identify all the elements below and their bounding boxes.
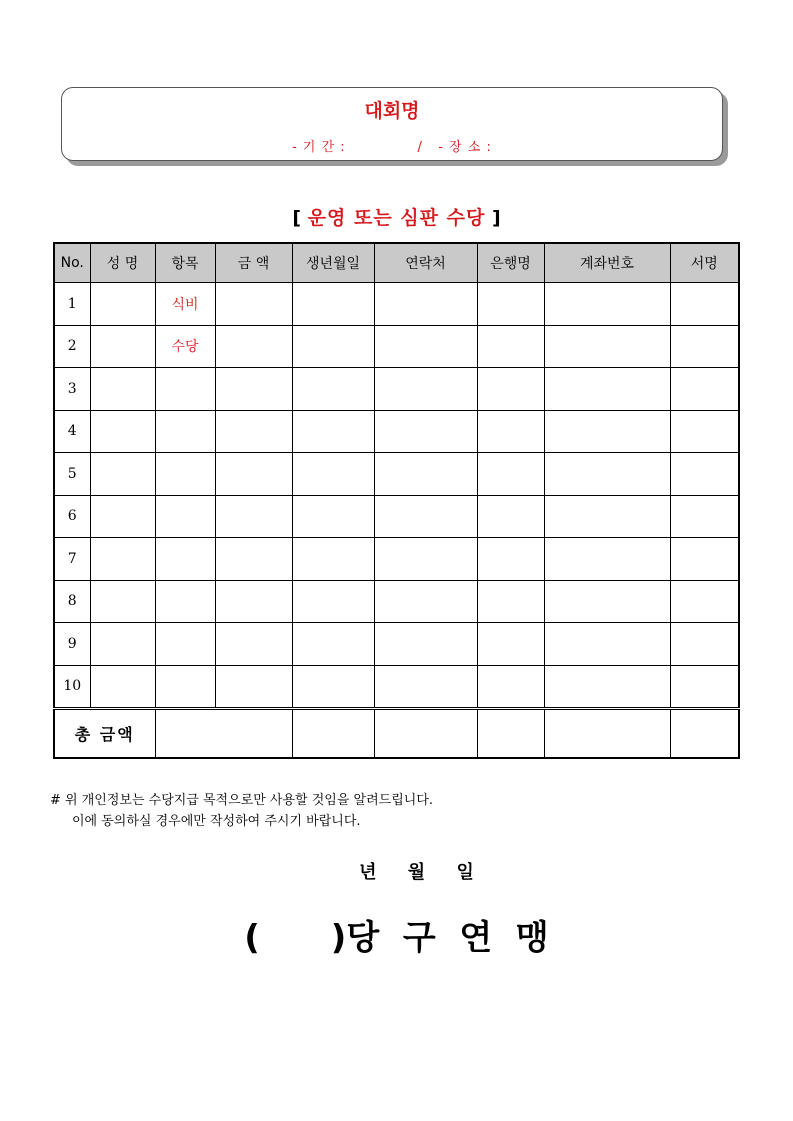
cell-signature[interactable] — [670, 410, 739, 453]
cell-bank[interactable] — [477, 580, 544, 623]
section-title — [0, 203, 793, 230]
cell-amount[interactable] — [215, 623, 292, 666]
cell-account[interactable] — [544, 665, 670, 709]
cell-name[interactable] — [90, 368, 155, 411]
cell-amount[interactable] — [215, 495, 292, 538]
cell-contact[interactable] — [374, 665, 477, 709]
total-empty-cell — [670, 709, 739, 759]
cell-account[interactable] — [544, 453, 670, 496]
cell-bank[interactable] — [477, 453, 544, 496]
cell-name[interactable] — [90, 283, 155, 326]
cell-birthdate[interactable] — [292, 453, 374, 496]
cell-no: 2 — [54, 325, 90, 368]
col-header-bank: 은행명 — [477, 243, 544, 283]
cell-contact[interactable] — [374, 368, 477, 411]
cell-category[interactable]: 식비 — [155, 283, 215, 326]
bracket-open: [ — [292, 207, 308, 229]
cell-contact[interactable] — [374, 580, 477, 623]
cell-bank[interactable] — [477, 665, 544, 709]
cell-name[interactable] — [90, 623, 155, 666]
event-title: 대회명 — [364, 100, 420, 122]
cell-amount[interactable] — [215, 325, 292, 368]
cell-account[interactable] — [544, 495, 670, 538]
cell-birthdate[interactable] — [292, 623, 374, 666]
table-row — [54, 325, 739, 368]
cell-contact[interactable] — [374, 410, 477, 453]
cell-contact[interactable] — [374, 325, 477, 368]
table-row — [54, 665, 739, 709]
table-body — [54, 283, 739, 759]
privacy-notice — [50, 790, 433, 832]
col-header-name: 성 명 — [90, 243, 155, 283]
cell-no: 9 — [54, 623, 90, 666]
total-amount-cell[interactable] — [155, 709, 292, 759]
cell-birthdate[interactable] — [292, 495, 374, 538]
cell-birthdate[interactable] — [292, 410, 374, 453]
cell-bank[interactable] — [477, 623, 544, 666]
cell-contact[interactable] — [374, 623, 477, 666]
cell-category[interactable] — [155, 538, 215, 581]
allowance-table — [53, 242, 740, 759]
event-period-venue: - 기 간 : / - 장 소 : — [292, 140, 492, 155]
cell-birthdate[interactable] — [292, 325, 374, 368]
table-header-row — [54, 243, 739, 283]
cell-name[interactable] — [90, 665, 155, 709]
cell-no: 5 — [54, 453, 90, 496]
bracket-close: ] — [485, 207, 501, 229]
cell-category[interactable] — [155, 623, 215, 666]
total-empty-cell — [374, 709, 477, 759]
col-header-birthdate: 생년월일 — [292, 243, 374, 283]
cell-bank[interactable] — [477, 538, 544, 581]
cell-contact[interactable] — [374, 283, 477, 326]
cell-birthdate[interactable] — [292, 368, 374, 411]
col-header-account: 계좌번호 — [544, 243, 670, 283]
table-row — [54, 580, 739, 623]
cell-signature[interactable] — [670, 665, 739, 709]
privacy-notice-line2: 이에 동의하실 경우에만 작성하여 주시기 바랍니다. — [72, 814, 361, 829]
cell-category[interactable]: 수당 — [155, 325, 215, 368]
cell-birthdate[interactable] — [292, 283, 374, 326]
cell-amount[interactable] — [215, 368, 292, 411]
col-header-amount: 금 액 — [215, 243, 292, 283]
cell-bank[interactable] — [477, 283, 544, 326]
cell-no: 8 — [54, 580, 90, 623]
cell-signature[interactable] — [670, 368, 739, 411]
cell-account[interactable] — [544, 580, 670, 623]
cell-account[interactable] — [544, 410, 670, 453]
cell-signature[interactable] — [670, 453, 739, 496]
cell-category[interactable] — [155, 495, 215, 538]
col-header-no: No. — [54, 243, 90, 283]
privacy-notice-line1: # 위 개인정보는 수당지급 목적으로만 사용할 것임을 알려드립니다. — [50, 793, 434, 808]
event-info-box — [61, 87, 723, 161]
cell-no: 6 — [54, 495, 90, 538]
cell-birthdate[interactable] — [292, 580, 374, 623]
cell-name[interactable] — [90, 453, 155, 496]
cell-amount[interactable] — [215, 580, 292, 623]
cell-no: 3 — [54, 368, 90, 411]
cell-account[interactable] — [544, 283, 670, 326]
cell-amount[interactable] — [215, 538, 292, 581]
cell-amount[interactable] — [215, 665, 292, 709]
cell-amount[interactable] — [215, 410, 292, 453]
total-empty-cell — [292, 709, 374, 759]
cell-name[interactable] — [90, 538, 155, 581]
cell-contact[interactable] — [374, 495, 477, 538]
cell-bank[interactable] — [477, 368, 544, 411]
table-row — [54, 453, 739, 496]
col-header-category: 항목 — [155, 243, 215, 283]
cell-account[interactable] — [544, 325, 670, 368]
cell-category[interactable] — [155, 580, 215, 623]
col-header-contact: 연락처 — [374, 243, 477, 283]
table-row — [54, 538, 739, 581]
cell-birthdate[interactable] — [292, 665, 374, 709]
cell-name[interactable] — [90, 410, 155, 453]
table-row — [54, 283, 739, 326]
organization-name: ( )당 구 연 맹 — [244, 918, 549, 958]
total-label: 총 금액 — [54, 709, 155, 759]
cell-amount[interactable] — [215, 453, 292, 496]
cell-signature[interactable] — [670, 580, 739, 623]
cell-contact[interactable] — [374, 453, 477, 496]
cell-no: 1 — [54, 283, 90, 326]
table-row — [54, 623, 739, 666]
cell-account[interactable] — [544, 368, 670, 411]
cell-category[interactable] — [155, 368, 215, 411]
cell-no: 4 — [54, 410, 90, 453]
cell-no: 7 — [54, 538, 90, 581]
cell-no: 10 — [54, 665, 90, 709]
cell-birthdate[interactable] — [292, 538, 374, 581]
table-row — [54, 410, 739, 453]
cell-signature[interactable] — [670, 495, 739, 538]
date-line: 년 월 일 — [359, 862, 474, 883]
cell-contact[interactable] — [374, 538, 477, 581]
total-empty-cell — [544, 709, 670, 759]
cell-signature[interactable] — [670, 623, 739, 666]
section-title-text: 운영 또는 심판 수당 — [307, 207, 486, 229]
cell-name[interactable] — [90, 325, 155, 368]
cell-account[interactable] — [544, 538, 670, 581]
cell-account[interactable] — [544, 623, 670, 666]
cell-bank[interactable] — [477, 325, 544, 368]
cell-signature[interactable] — [670, 283, 739, 326]
cell-bank[interactable] — [477, 495, 544, 538]
cell-name[interactable] — [90, 495, 155, 538]
total-empty-cell — [477, 709, 544, 759]
cell-category[interactable] — [155, 410, 215, 453]
cell-name[interactable] — [90, 580, 155, 623]
cell-category[interactable] — [155, 665, 215, 709]
table-row — [54, 495, 739, 538]
cell-signature[interactable] — [670, 325, 739, 368]
col-header-signature: 서명 — [670, 243, 739, 283]
table-row — [54, 368, 739, 411]
cell-bank[interactable] — [477, 410, 544, 453]
total-row — [54, 709, 739, 759]
cell-signature[interactable] — [670, 538, 739, 581]
cell-amount[interactable] — [215, 283, 292, 326]
cell-category[interactable] — [155, 453, 215, 496]
